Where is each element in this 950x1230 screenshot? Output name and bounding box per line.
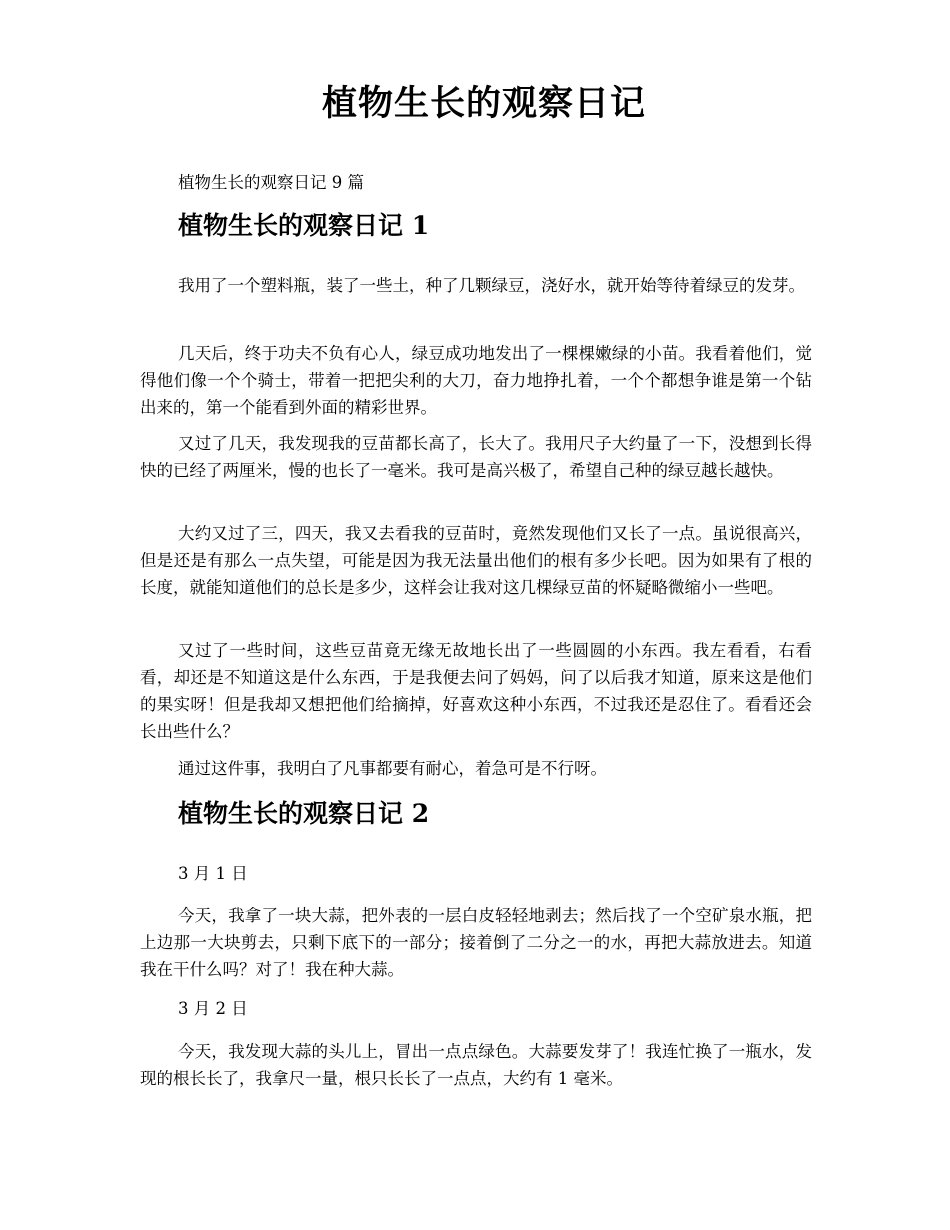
paragraph: 通过这件事，我明白了凡事都要有耐心，着急可是不行呀。 (178, 759, 607, 778)
diary-date: 3 月 2 日 (178, 999, 248, 1018)
section-heading-1: 植物生长的观察日记 1 (178, 211, 430, 240)
diary-entry: 今天，我拿了一块大蒜，把外表的一层白皮轻轻地剥去；然后找了一个空矿泉水瓶，把上边那一大块剪去，只剩下底下的一部分；接着倒了二分之一的水，再把大蒜放进去。知道我在干什么吗？对了！我在种大蒜。 (140, 906, 812, 979)
paragraph: 又过了几天，我发现我的豆苗都长高了，长大了。我用尺子大约量了一下，没想到长得快的已经了两厘米，慢的也长了一毫米。我可是高兴极了，希望自己种的绿豆越长越快。 (140, 434, 812, 480)
paragraph: 又过了一些时间，这些豆苗竟无缘无故地长出了一些圆圆的小东西。我左看看，右看看，却还是不知道这是什么东西，于是我便去问了妈妈，问了以后我才知道，原来这是他们的果实呀！但是我却又想把他们给摘掉，好喜欢这种小东西，不过我还是忍住了。看看还会长出些什么？ (140, 641, 812, 741)
diary-date: 3 月 1 日 (178, 864, 248, 883)
document-title: 植物生长的观察日记 (321, 83, 646, 124)
paragraph: 我用了一个塑料瓶，装了一些土，种了几颗绿豆，浇好水，就开始等待着绿豆的发芽。 (178, 276, 805, 295)
section-heading-2: 植物生长的观察日记 2 (178, 799, 430, 828)
paragraph: 几天后，终于功夫不负有心人，绿豆成功地发出了一棵棵嫩绿的小苗。我看着他们，觉得他们像一个个骑士，带着一把把尖利的大刀，奋力地挣扎着，一个个都想争谁是第一个钻出来的，第一个能看到外面的精彩世界。 (140, 344, 812, 417)
document-subtitle: 植物生长的观察日记 9 篇 (178, 173, 364, 192)
diary-entry: 今天，我发现大蒜的头儿上，冒出一点点绿色。大蒜要发芽了！我连忙换了一瓶水，发现的根长长了，我拿尺一量，根只长长了一点点，大约有 1 毫米。 (140, 1042, 812, 1088)
paragraph: 大约又过了三，四天，我又去看我的豆苗时，竟然发现他们又长了一点。虽说很高兴，但是还是有那么一点失望，可能是因为我无法量出他们的根有多少长吧。因为如果有了根的长度，就能知道他们的总长是多少，这样会让我对这几棵绿豆苗的怀疑略微缩小一些吧。 (140, 524, 812, 597)
